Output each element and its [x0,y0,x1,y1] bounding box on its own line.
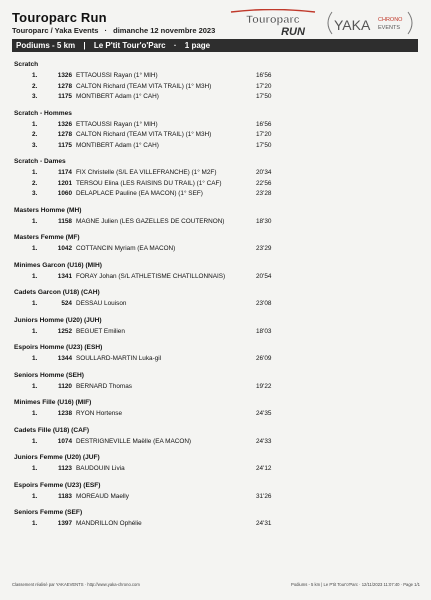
finish-time: 17'20 [256,131,272,138]
category-section [14,343,418,365]
finish-time: 18'30 [256,217,272,225]
bib-number: 1120 [58,382,72,390]
footer-credit: Classement réalisé par YAKAEVENTS · http://www.yaka-chrono.com [12,582,140,587]
logo-run-bottom: RUN [281,26,305,37]
runner-name: TERSOU Elina (LES RAISINS DU TRAIL) (1° CAF) [76,179,222,187]
runner-name: ETTAOUSSI Rayan (1° MIH) [76,120,158,128]
rank: 3. [32,141,38,149]
bib-number: 1123 [58,465,72,472]
rank: 1. [32,465,38,472]
runner-name: BAUDOUIN Livia [76,465,125,472]
result-row [14,71,418,82]
rank: 1. [32,327,38,335]
runner-name: BERNARD Thomas [76,382,132,390]
footer-page-info: Podiums - 5 km | Le P'tit Tour'o'Parc · 12/11/2023 11:07:40 · Page 1/1 [291,582,420,587]
bib-number: 1341 [57,272,72,280]
category-title: Scratch - Hommes [14,109,72,117]
bib-number: 1326 [57,120,72,128]
category-section [14,508,418,530]
rank: 1. [32,437,38,445]
runner-name: MANDRILLON Ophélie [76,520,142,527]
result-row [14,244,418,255]
result-row [14,92,418,103]
result-row [14,327,418,338]
page-title: Touroparc Run [12,10,107,25]
category-section [14,109,418,152]
finish-time: 24'31 [256,520,272,527]
category-title: Minimes Fille (U16) (MIF) [14,399,92,406]
banner-sep: | [83,41,86,50]
result-row [14,519,418,530]
banner-race: Le P'tit Tour'o'Parc [93,41,166,50]
bib-number: 1175 [58,93,72,100]
event-date: dimanche 12 novembre 2023 [113,26,216,35]
finish-time: 24'33 [256,437,272,445]
finish-time: 20'54 [256,272,272,280]
runner-name: ETTAOUSSI Rayan (1° MIH) [76,72,158,79]
runner-name: CALTON Richard (TEAM VITA TRAIL) (1° M3H) [76,131,212,138]
result-row [14,179,418,190]
category-title: Espoirs Homme (U23) (ESH) [14,344,103,351]
result-row [14,189,418,200]
rank: 1. [32,272,38,280]
bib-number: 1183 [58,492,72,500]
finish-time: 16'56 [256,72,272,79]
bib-number: 1060 [57,190,72,197]
category-title: Seniors Femme (SEF) [14,509,83,516]
finish-time: 23'28 [256,190,272,197]
result-row [14,354,418,365]
result-row [14,82,418,93]
rank: 1. [32,217,38,225]
banner-distance: Podiums - 5 km [16,41,76,50]
bib-number: 1397 [57,520,72,527]
organizer: Touroparc / Yaka Events [12,26,99,35]
runner-name: DESSAU Louison [76,300,127,307]
bib-number: 1201 [57,179,72,187]
category-title: Seniors Homme (SEH) [14,371,84,379]
category-section [14,481,418,503]
runner-name: MOREAUD Maelly [76,492,129,500]
category-title: Minimes Garcon (U16) (MIH) [14,261,102,269]
finish-time: 19'22 [256,382,272,390]
category-section [14,288,418,310]
category-section [14,316,418,338]
rank: 1. [32,492,38,500]
result-row [14,437,418,448]
category-section [14,157,418,200]
bib-number: 1278 [57,131,72,138]
finish-time: 31'26 [256,492,272,500]
category-title: Espoirs Femme (U23) (ESF) [14,481,101,489]
finish-time: 20'34 [256,169,272,176]
result-row [14,409,418,420]
result-row [14,141,418,152]
result-row [14,299,418,310]
yaka-events-logo [322,10,418,36]
bib-number: 1175 [58,141,72,149]
result-row [14,272,418,283]
category-section [14,398,418,420]
logo-yaka-sub2: EVENTS [378,25,401,31]
finish-time: 24'35 [256,410,272,417]
category-section [14,261,418,283]
bib-number: 1174 [58,169,72,176]
finish-time: 17'50 [256,93,272,100]
rank: 1. [32,169,38,176]
rank: 1. [32,355,38,362]
finish-time: 23'08 [256,300,272,307]
runner-name: DESTRIGNEVILLE Maëlle (EA MACON) [76,437,192,445]
runner-name: COTTANCIN Myriam (EA MACON) [76,245,176,252]
result-row [14,168,418,179]
finish-time: 18'03 [256,327,272,335]
separator: · [104,26,108,35]
category-title: Scratch - Dames [14,158,66,165]
podium-banner [12,39,418,52]
runner-name: MONTIBERT Adam (1° CAH) [76,141,159,149]
result-row [14,130,418,141]
category-section [14,371,418,393]
rank: 1. [32,520,38,527]
logo-run-top: Touroparc [246,14,300,26]
bib-number: 1042 [57,245,72,252]
rank: 1. [32,382,38,390]
rank: 2. [32,179,38,187]
finish-time: 26'09 [256,355,272,362]
runner-name: SOULLARD-MARTIN Luka-gil [76,355,162,362]
results-list [14,60,418,536]
finish-time: 17'50 [256,141,272,149]
runner-name: DELAPLACE Pauline (EA MACON) (1° SEF) [76,190,203,197]
result-row [14,120,418,131]
runner-name: MAGNE Julien (LES GAZELLES DE COUTERNON) [76,217,225,225]
bib-number: 1326 [57,72,72,79]
category-title: Scratch [14,61,39,68]
category-title: Masters Homme (MH) [14,206,82,214]
rank: 2. [32,131,38,138]
banner-pages: 1 page [184,41,211,50]
result-row [14,382,418,393]
category-section [14,233,418,255]
runner-name: BEGUET Emilien [76,327,125,335]
category-title: Juniors Homme (U20) (JUH) [14,316,102,324]
bib-number: 1278 [57,82,72,90]
runner-name: RYON Hortense [76,410,123,417]
rank: 1. [32,245,38,252]
category-section [14,60,418,103]
category-section [14,426,418,448]
rank: 3. [32,190,38,197]
rank: 1. [32,300,38,307]
rank: 1. [32,120,38,128]
rank: 3. [32,93,38,100]
bib-number: 1252 [57,327,72,335]
finish-time: 17'20 [256,82,272,90]
bib-number: 1158 [58,217,72,225]
bib-number: 1344 [57,355,72,362]
runner-name: FORAY Johan (S/L ATHLETISME CHATILLONNAIS) [76,272,226,280]
category-title: Masters Femme (MF) [14,234,80,241]
rank: 2. [32,82,38,90]
logo-yaka-sub1: CHRONO [378,17,403,23]
category-section [14,206,418,228]
category-title: Cadets Garcon (U18) (CAH) [14,289,100,296]
category-title: Juniors Femme (U20) (JUF) [14,454,100,461]
result-row [14,217,418,228]
finish-time: 23'29 [256,245,272,252]
finish-time: 16'56 [256,120,272,128]
finish-time: 24'12 [256,465,272,472]
category-section [14,453,418,475]
runner-name: CALTON Richard (TEAM VITA TRAIL) (1° M3H) [76,82,212,90]
category-title: Cadets Fille (U18) (CAF) [14,426,90,434]
page-subtitle [12,26,219,35]
logo-yaka-main: YAKA [334,17,371,33]
result-row [14,492,418,503]
banner-dot: · [173,41,177,50]
rank: 1. [32,72,38,79]
runner-name: MONTIBERT Adam (1° CAH) [76,93,159,100]
rank: 1. [32,410,38,417]
bib-number: 1074 [57,437,72,445]
runner-name: FIX Christelle (S/L EA VILLEFRANCHE) (1° M2F) [76,169,217,176]
bib-number: 1238 [57,410,72,417]
result-row [14,464,418,475]
touroparc-run-logo [227,9,319,37]
bib-number: 524 [61,300,72,307]
finish-time: 22'56 [256,179,272,187]
